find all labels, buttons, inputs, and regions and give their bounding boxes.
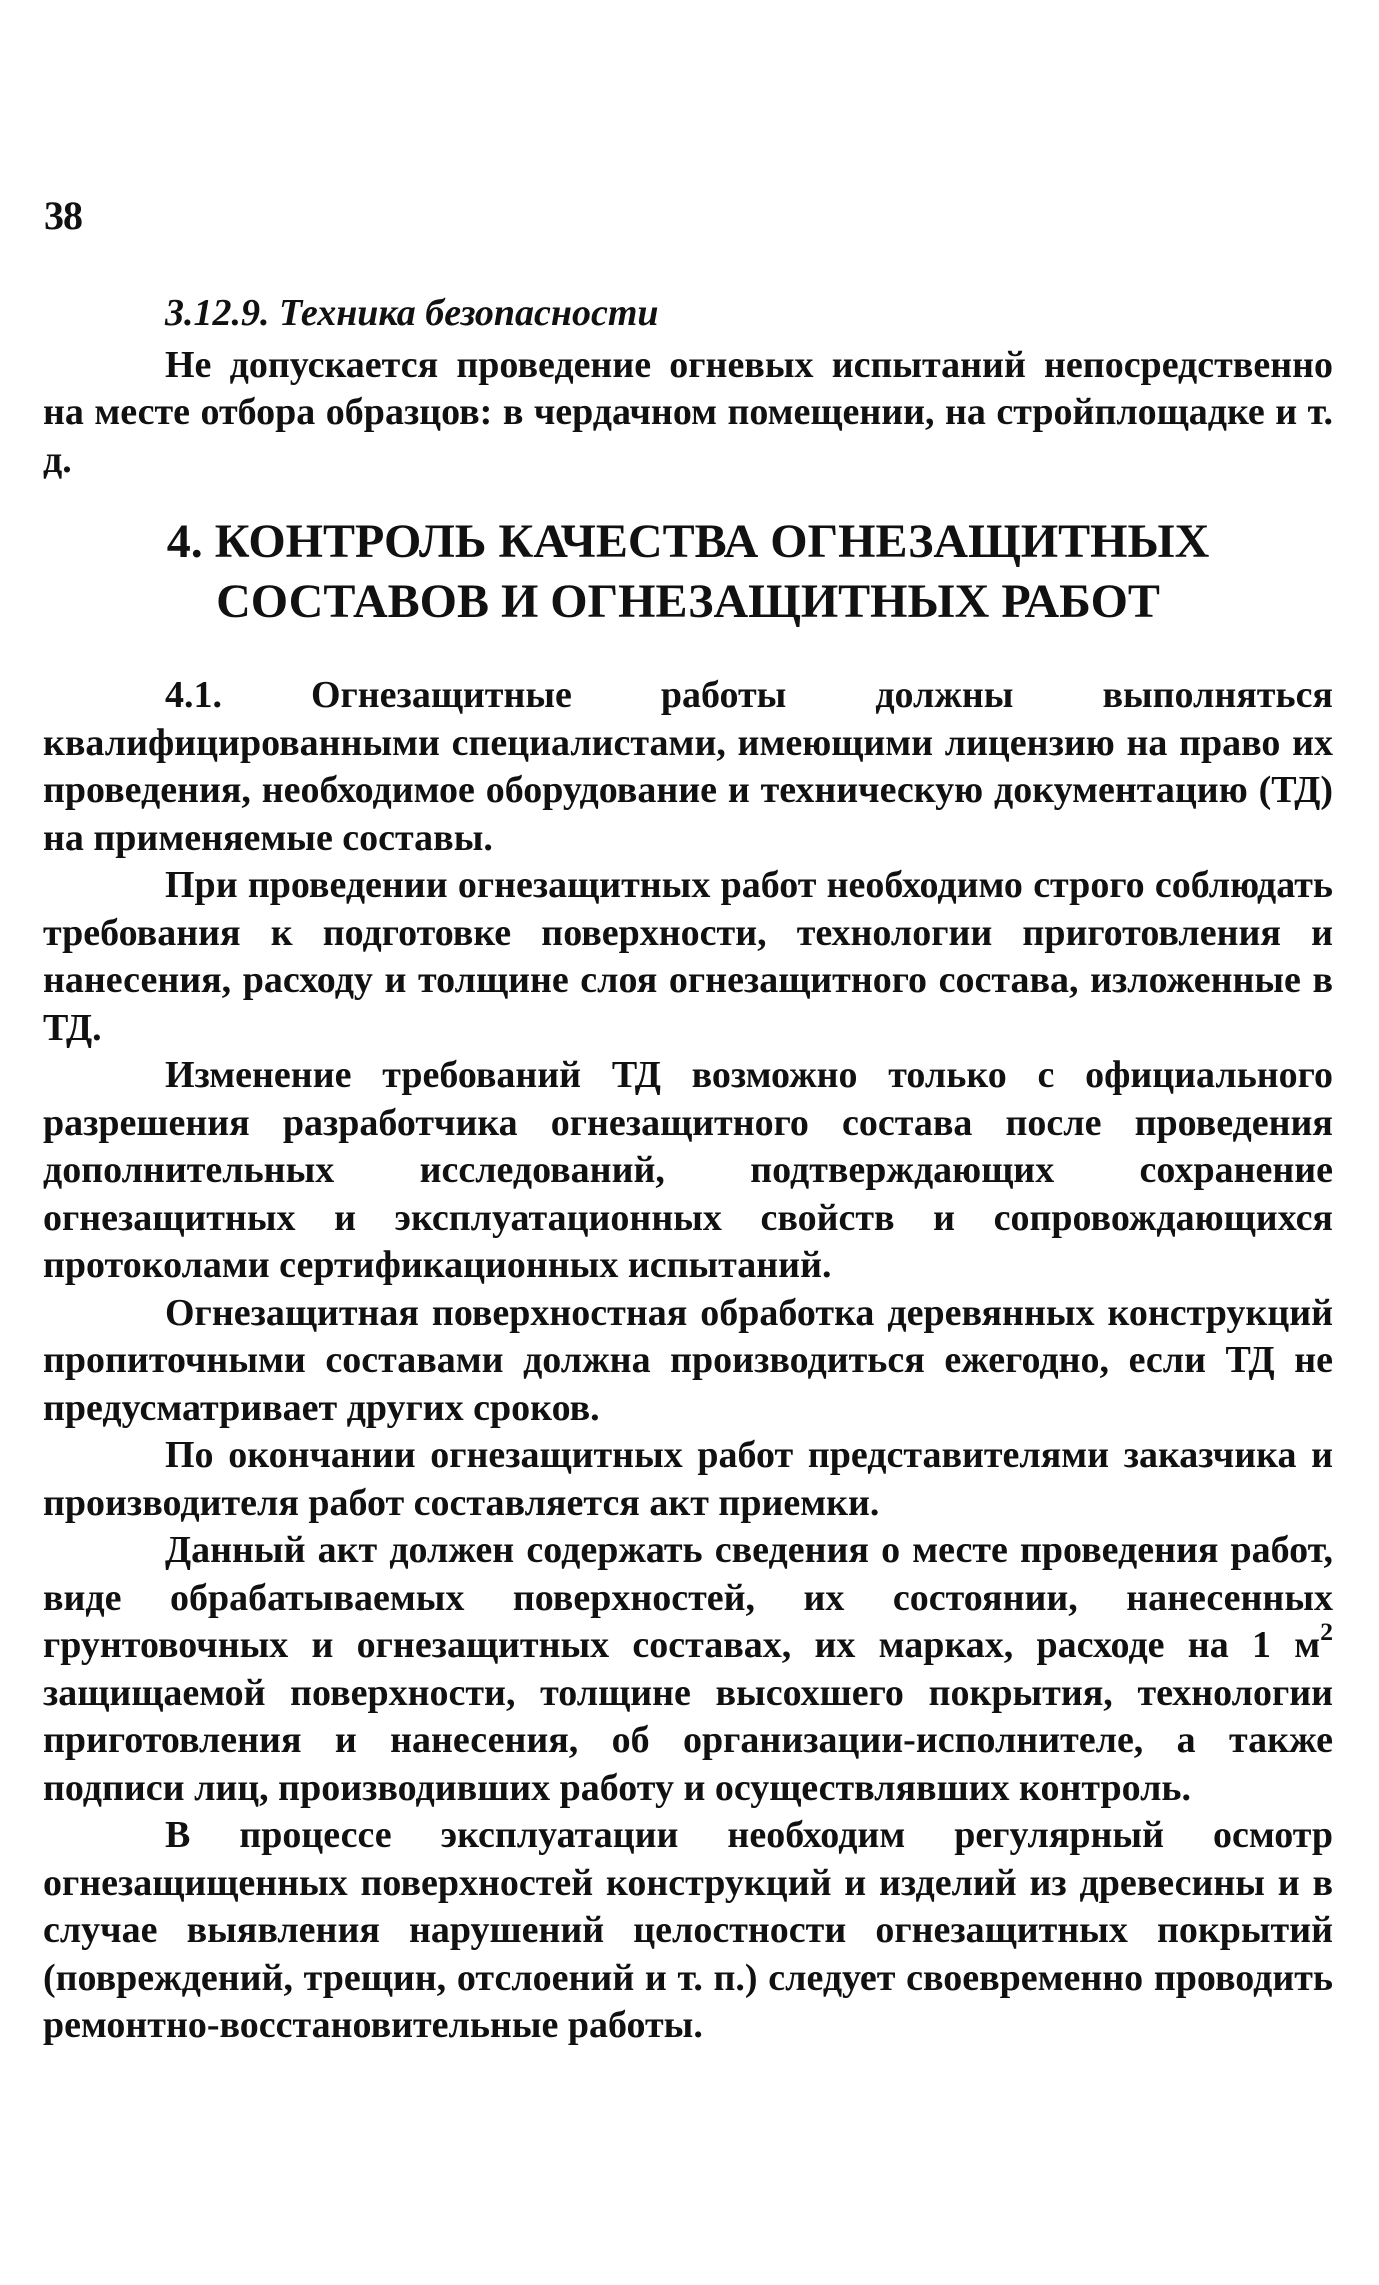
paragraph-wood-treatment: Огнезащитная поверхностная обработка деревянных конструкций пропиточными составами должна производиться ежегодно, если ТД не предусматривает других сроков. bbox=[43, 1291, 1333, 1429]
page-content bbox=[43, 290, 1333, 2050]
page-number: 38 bbox=[44, 193, 82, 238]
paragraph-maintenance: В процессе эксплуатации необходим регулярный осмотр огнезащищенных поверхностей конструкций и изделий из древесины и в случае выявления нарушений целостности огнезащитных покрытий (повреждений, трещин, отслоений и т. п.) следует своевременно проводить ремонтно-восстановительные работы. bbox=[43, 1814, 1333, 2046]
paragraph-td-changes: Изменение требований ТД возможно только с официального разрешения разработчика огнезащитного состава после проведения дополнительных исследований, подтверждающих сохранение огнезащитных и эксплуатационных свойств и сопровождающихся протоколами сертификационных испытаний. bbox=[43, 1054, 1333, 1286]
section-heading-line-1: 4. КОНТРОЛЬ КАЧЕСТВА ОГНЕЗАЩИТНЫХ bbox=[166, 515, 1210, 568]
paragraph-requirements: При проведении огнезащитных работ необходимо строго соблюдать требования к подготовке поверхности, технологии приготовления и нанесения, расходу и толщине слоя огнезащитного состава, изложенные в ТД. bbox=[43, 864, 1333, 1049]
act-text-after-superscript: защищаемой поверхности, толщине высохшего покрытия, технологии приготовления и нанесения, об организации-исполнителе, а также подписи лиц, производивших работу и осуществлявших контроль. bbox=[43, 1671, 1333, 1809]
paragraph-4-1: 4.1. Огнезащитные работы должны выполняться квалифицированными специалистами, имеющими лицензию на право их проведения, необходимое оборудование и техническую документацию (ТД) на применяемые составы. bbox=[43, 674, 1333, 859]
section-heading bbox=[43, 512, 1333, 632]
paragraph-safety: Не допускается проведение огневых испытаний непосредственно на месте отбора образцов: в чердачном помещении, на стройплощадке и т. д. bbox=[43, 343, 1333, 481]
act-text-before-superscript: Данный акт должен содержать сведения о месте проведения работ, виде обрабатываемых поверхностей, их состоянии, нанесенных грунтовочных и огнезащитных составах, их марках, расходе на 1 м bbox=[43, 1529, 1333, 1666]
paragraph-act-contents bbox=[43, 1527, 1333, 1812]
subsection-title: 3.12.9. Техника безопасности bbox=[165, 292, 659, 334]
paragraph-acceptance-act: По окончании огнезащитных работ представителями заказчика и производителя работ составляется акт приемки. bbox=[43, 1434, 1333, 1524]
square-meter-superscript: 2 bbox=[1320, 1617, 1333, 1647]
section-heading-line-2: СОСТАВОВ И ОГНЕЗАЩИТНЫХ РАБОТ bbox=[216, 575, 1160, 628]
